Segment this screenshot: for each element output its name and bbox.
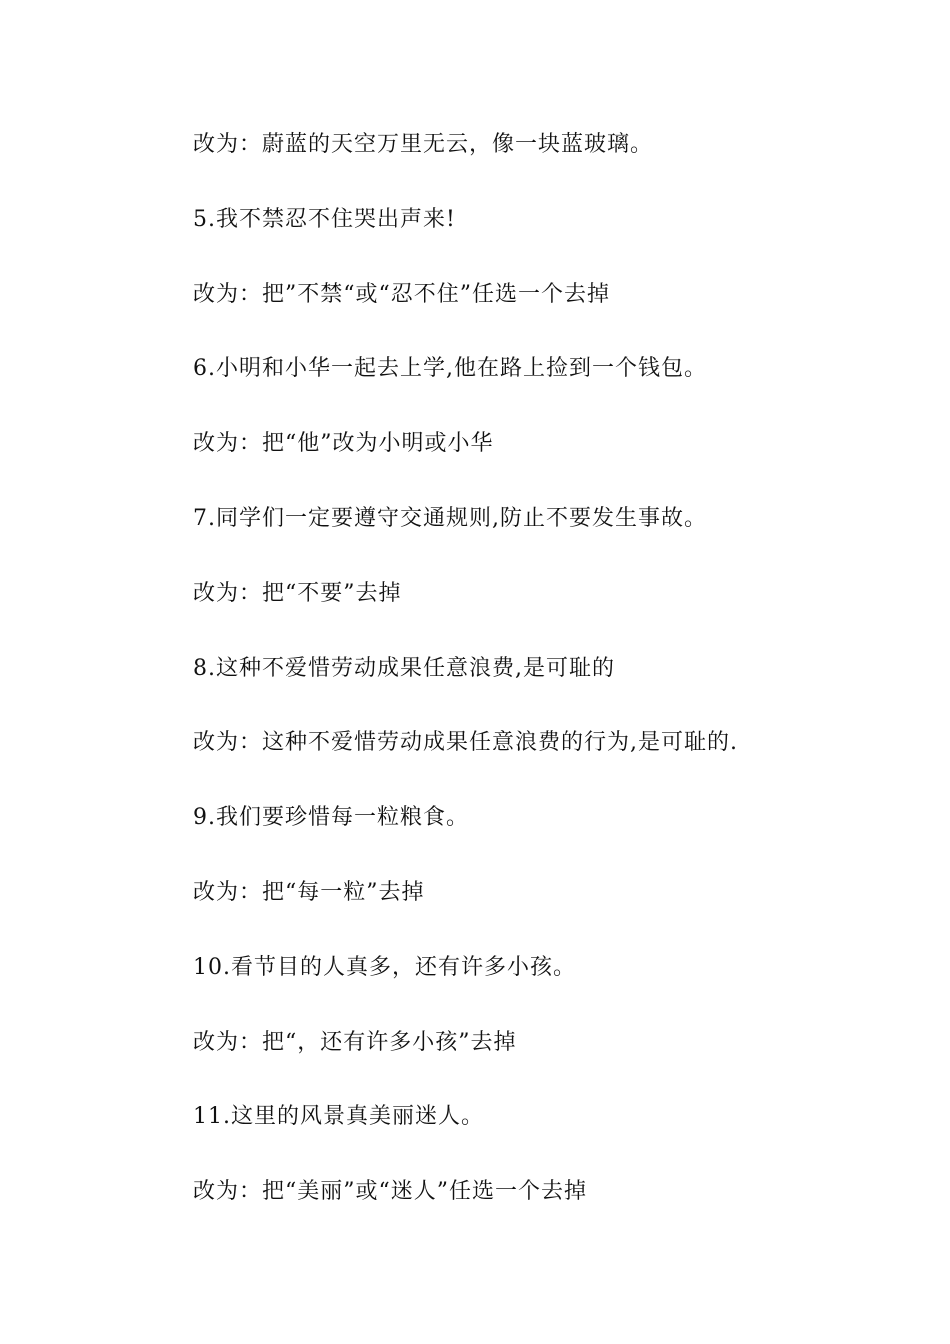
revision-answer: 改为：把“美丽”或“迷人”任选一个去掉	[193, 1179, 587, 1205]
revision-answer: 改为：把”不禁“或“忍不住”任选一个去掉	[193, 281, 610, 307]
exercise-sentence: 6.小明和小华一起去上学,他在路上捡到一个钱包。	[193, 356, 707, 382]
revision-answer: 改为：把“每一粒”去掉	[193, 879, 425, 905]
revision-answer: 改为：把“，还有许多小孩”去掉	[193, 1029, 517, 1055]
revision-answer: 改为：把“他”改为小明或小华	[193, 431, 494, 457]
exercise-sentence: 5.我不禁忍不住哭出声来!	[193, 206, 456, 232]
exercise-sentence: 8.这种不爱惜劳动成果任意浪费,是可耻的	[193, 655, 615, 681]
revision-answer: 改为：把“不要”去掉	[193, 580, 402, 606]
revision-answer: 改为：这种不爱惜劳动成果任意浪费的行为,是可耻的.	[193, 730, 738, 756]
exercise-sentence: 11.这里的风景真美丽迷人。	[193, 1104, 484, 1130]
exercise-sentence: 7.同学们一定要遵守交通规则,防止不要发生事故。	[193, 505, 707, 531]
document-body	[193, 133, 873, 1255]
exercise-sentence: 10.看节目的人真多，还有许多小孩。	[193, 954, 576, 980]
revision-answer: 改为：蔚蓝的天空万里无云，像一块蓝玻璃。	[193, 132, 654, 157]
exercise-sentence: 9.我们要珍惜每一粒粮食。	[193, 805, 469, 831]
